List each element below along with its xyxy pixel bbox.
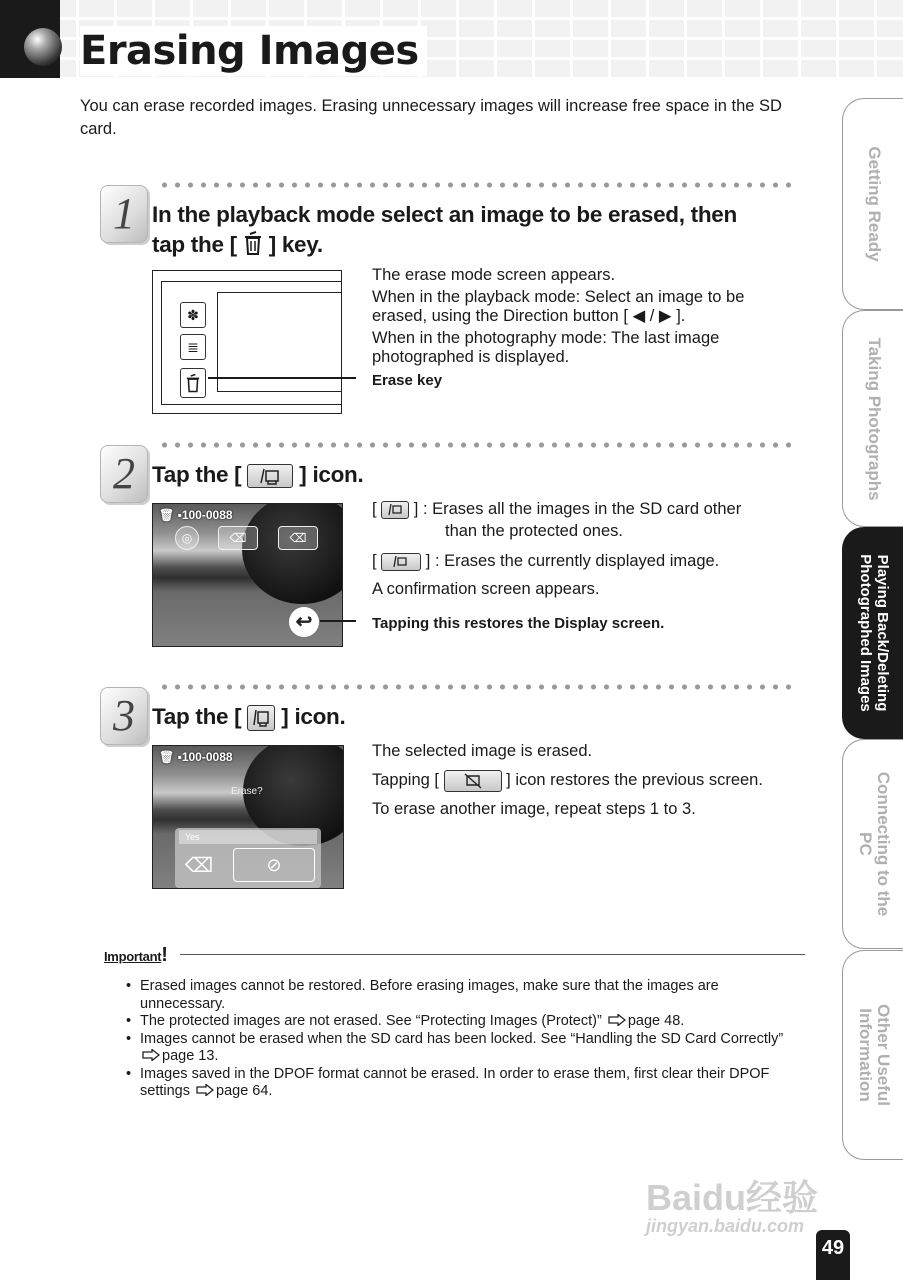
watermark-url: jingyan.baidu.com bbox=[646, 1216, 805, 1236]
tab-label: Other Useful Information bbox=[855, 1003, 893, 1107]
erase-all-inline-icon bbox=[381, 501, 409, 519]
page-title: Erasing Images bbox=[80, 26, 427, 76]
step-3-text bbox=[372, 740, 763, 820]
flower-mode-icon: ✽ bbox=[180, 302, 206, 328]
step-1-line: erased, using the Direction button [ ◀ / ▶ ]. bbox=[372, 307, 686, 325]
important-notes bbox=[126, 978, 806, 1101]
return-icon[interactable]: ↩ bbox=[289, 607, 319, 637]
camera-lcd-diagram bbox=[152, 270, 342, 414]
erase-all-desc-cont: than the protected ones. bbox=[445, 522, 623, 540]
playback-photo bbox=[152, 503, 343, 647]
tab-taking-photographs[interactable] bbox=[842, 310, 903, 527]
step-1-line: photographed is displayed. bbox=[372, 348, 570, 366]
return-label: Tapping this restores the Display screen. bbox=[372, 615, 665, 632]
intro-text: You can erase recorded images. Erasing unnecessary images will increase free space in the SD card. bbox=[80, 97, 782, 138]
tab-label: Taking Photographs bbox=[864, 336, 884, 501]
step-1-line: When in the photography mode: The last image bbox=[372, 329, 720, 347]
photo-tree bbox=[242, 503, 343, 604]
erase-one-icon[interactable]: ⌫ bbox=[278, 526, 318, 550]
step-3-line: Tapping [ ] icon restores the previous screen. bbox=[372, 769, 763, 792]
step-1-text bbox=[372, 266, 744, 367]
step-3-heading-pre: Tap the [ bbox=[152, 704, 242, 729]
erase-all-desc: [ ] : Erases all the images in the SD card other bbox=[372, 500, 742, 518]
cancel-erase-button[interactable]: ⊘ bbox=[233, 848, 315, 882]
step-1-heading-line2 bbox=[152, 230, 737, 264]
tab-connecting-pc[interactable] bbox=[842, 739, 903, 949]
page-number: 49 bbox=[816, 1230, 850, 1280]
title-ball-icon bbox=[24, 28, 62, 66]
step-2-heading-post: ] icon. bbox=[299, 462, 364, 487]
step-2-text bbox=[372, 498, 741, 600]
note-item: • Images saved in the DPOF format cannot be erased. In order to erase them, first clear their DPOF settings page 64. bbox=[126, 1066, 806, 1101]
step-1-heading bbox=[152, 200, 737, 264]
arrow-ref-icon bbox=[608, 1014, 626, 1026]
step-2-heading-pre: Tap the [ bbox=[152, 462, 242, 487]
step-3-heading bbox=[152, 702, 345, 732]
step-3-line: The selected image is erased. bbox=[372, 742, 593, 760]
erase-prompt: Erase? bbox=[231, 786, 263, 797]
step-1-line: When in the playback mode: Select an image to be bbox=[372, 288, 745, 306]
step-2-number: 2 bbox=[100, 445, 148, 503]
tab-label: Playing Back/Deleting Photographed Images bbox=[856, 554, 891, 712]
photo-counter: 🗑 ▪100-0088 bbox=[159, 750, 233, 764]
step-3-number: 3 bbox=[100, 687, 148, 745]
confirm-photo bbox=[152, 745, 344, 889]
note-item: • The protected images are not erased. See “Protecting Images (Protect)” page 48. bbox=[126, 1013, 806, 1031]
trash-icon bbox=[243, 230, 263, 264]
erase-key-callout-line bbox=[208, 377, 356, 379]
erase-all-icon[interactable]: ⌫ bbox=[218, 526, 258, 550]
step-3-divider bbox=[158, 683, 798, 691]
yes-option[interactable]: Yes bbox=[179, 830, 317, 844]
step-1-heading-post: ] key. bbox=[268, 232, 323, 257]
watermark-brand: Baidu经验 bbox=[646, 1177, 819, 1218]
note-item: • Erased images cannot be restored. Before erasing images, make sure that the images are unnecessary. bbox=[126, 978, 806, 1013]
tab-playing-back[interactable] bbox=[842, 527, 903, 739]
confirm-erase-button[interactable]: ⌫ bbox=[184, 855, 214, 877]
step-1-heading-pre: tap the [ bbox=[152, 232, 237, 257]
step-3-heading-post: ] icon. bbox=[281, 704, 346, 729]
tab-label: Connecting to the PC bbox=[855, 771, 893, 917]
important-label: Important! bbox=[104, 944, 168, 966]
erase-key-label: Erase key bbox=[372, 372, 443, 389]
step-2-heading bbox=[152, 460, 363, 490]
important-divider bbox=[180, 954, 805, 955]
step-1-heading-line1: In the playback mode select an image to be erased, then bbox=[152, 202, 737, 227]
erase-key-icon bbox=[180, 368, 206, 398]
tab-label: Getting Ready bbox=[864, 146, 884, 262]
erase-all-icon bbox=[247, 464, 293, 488]
arrow-ref-icon bbox=[196, 1084, 214, 1096]
protect-icon[interactable]: ◎ bbox=[175, 526, 199, 550]
erase-one-inline-icon bbox=[381, 553, 421, 571]
confirm-panel bbox=[175, 828, 321, 888]
tab-getting-ready[interactable] bbox=[842, 98, 903, 310]
step-3-line: To erase another image, repeat steps 1 to 3. bbox=[372, 799, 696, 818]
step-1-line: The erase mode screen appears. bbox=[372, 266, 616, 284]
step-1-divider bbox=[158, 181, 798, 189]
cancel-inline-icon bbox=[444, 770, 502, 792]
menu-icon: ≣ bbox=[180, 334, 206, 360]
arrow-ref-icon bbox=[142, 1049, 160, 1061]
step-1-number: 1 bbox=[100, 185, 148, 243]
erase-confirm-icon bbox=[247, 705, 275, 731]
tab-other-info[interactable] bbox=[842, 950, 903, 1160]
step-2-divider bbox=[158, 441, 798, 449]
camera-lcd-frame bbox=[161, 281, 342, 405]
photo-counter: 🗑 ▪100-0088 bbox=[159, 508, 233, 522]
erase-one-desc: [ ] : Erases the currently displayed image. bbox=[372, 552, 720, 570]
return-callout-line bbox=[320, 620, 356, 622]
confirm-text: A confirmation screen appears. bbox=[372, 580, 600, 598]
note-item: • Images cannot be erased when the SD card has been locked. See “Handling the SD Card Correctly” page 13. bbox=[126, 1031, 806, 1066]
